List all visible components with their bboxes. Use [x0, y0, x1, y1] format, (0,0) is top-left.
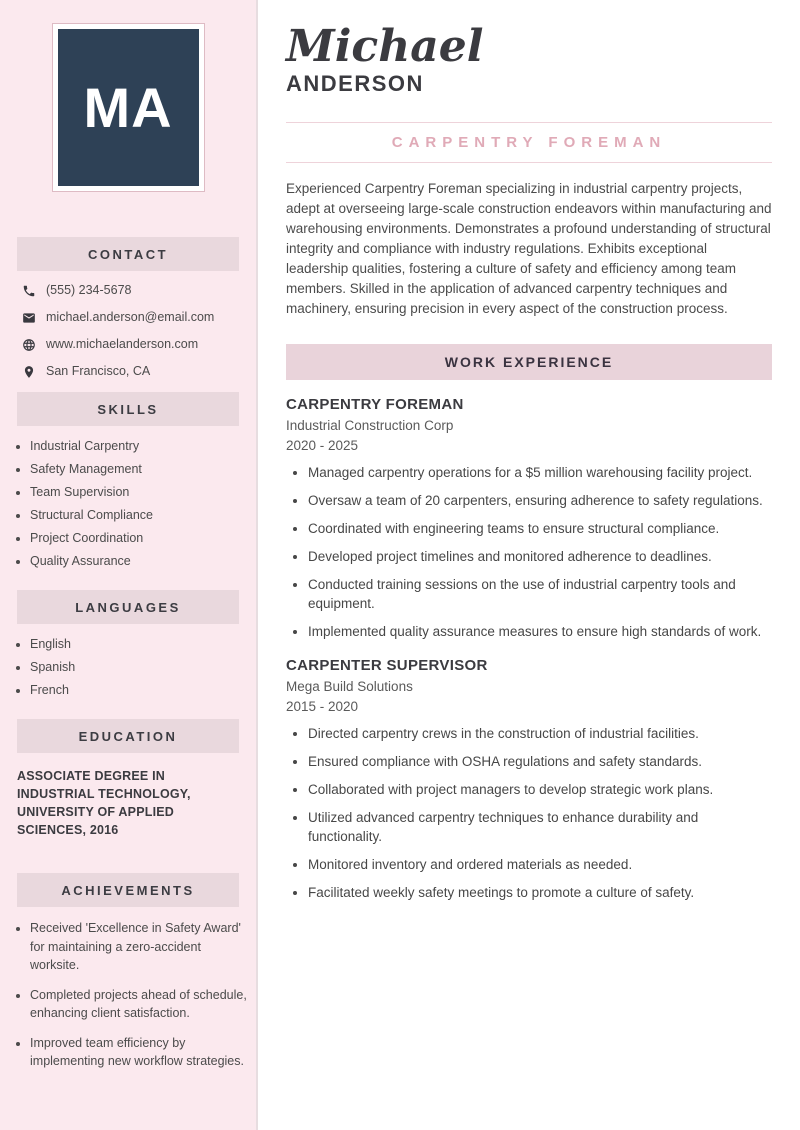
job-bullet: • Conducted training sessions on the use of industrial carpentry tools and equipment.: [308, 575, 772, 613]
contact-website-text: www.michaelanderson.com: [46, 337, 199, 351]
skill-item: • Structural Compliance: [30, 507, 248, 524]
job-entry-2: [286, 657, 772, 902]
first-name: Michael: [286, 21, 484, 72]
job-entry-1: [286, 396, 772, 641]
contact-email-text: michael.anderson@email.com: [46, 310, 215, 324]
job-company: Industrial Construction Corp: [286, 418, 454, 434]
summary-text: Experienced Carpentry Foreman specializing in industrial carpentry projects, adept at overseeing large-scale construction endeavors within manufacturing and warehousing environments. Demonstrates a profound understanding of structural integrity and compliance with industry regulations. Exhibits exceptional leadership qualities, fostering a culture of safety and efficiency among team members. Skilled in the application of advanced carpentry techniques and machinery, ensuring precision in every aspect of the construction process.: [286, 181, 772, 317]
main-content: [258, 0, 800, 951]
email-icon: [22, 311, 36, 325]
skills-section-title: SKILLS: [17, 392, 239, 426]
monogram-frame: [52, 23, 205, 192]
achievements-section-title: ACHIEVEMENTS: [17, 873, 239, 907]
job-bullet-list: [286, 724, 772, 902]
skill-item: • Industrial Carpentry: [30, 438, 248, 455]
role-title: CARPENTRY FOREMAN: [391, 134, 667, 152]
achievements-list: [0, 919, 256, 1071]
globe-icon: [22, 338, 36, 352]
phone-icon: [22, 284, 36, 298]
job-bullet: • Monitored inventory and ordered materials as needed.: [308, 855, 772, 874]
achievement-item: • Received 'Excellence in Safety Award' for maintaining a zero-accident worksite.: [30, 919, 248, 975]
achievement-item: • Completed projects ahead of schedule, enhancing client satisfaction.: [30, 986, 248, 1023]
job-bullet: • Facilitated weekly safety meetings to promote a culture of safety.: [308, 883, 772, 902]
skill-item: • Quality Assurance: [30, 553, 248, 570]
job-title: CARPENTER SUPERVISOR: [286, 657, 488, 675]
sidebar: [0, 0, 258, 1130]
job-company: Mega Build Solutions: [286, 679, 413, 695]
work-experience-section-title: WORK EXPERIENCE: [286, 344, 772, 380]
contact-phone-text: (555) 234-5678: [46, 283, 132, 297]
contact-item-email: [22, 310, 246, 325]
job-bullet: • Coordinated with engineering teams to ensure structural compliance.: [308, 519, 772, 538]
skill-item: • Project Coordination: [30, 530, 248, 547]
job-bullet: • Collaborated with project managers to develop strategic work plans.: [308, 780, 772, 799]
skill-item: • Team Supervision: [30, 484, 248, 501]
contact-list: [0, 283, 256, 379]
job-dates: 2020 - 2025: [286, 438, 359, 454]
job-bullet: • Utilized advanced carpentry techniques to enhance durability and functionality.: [308, 808, 772, 846]
job-title: CARPENTRY FOREMAN: [286, 396, 464, 414]
location-icon: [22, 365, 36, 379]
contact-item-location: [22, 364, 246, 379]
language-item: • Spanish: [30, 659, 248, 676]
job-bullet: • Ensured compliance with OSHA regulations and safety standards.: [308, 752, 772, 771]
contact-item-website: [22, 337, 246, 352]
languages-section-title: LANGUAGES: [17, 590, 239, 624]
job-bullet: • Developed project timelines and monitored adherence to deadlines.: [308, 547, 772, 566]
job-dates: 2015 - 2020: [286, 699, 359, 715]
education-degree: ASSOCIATE DEGREE IN INDUSTRIAL TECHNOLOGY, UNIVERSITY OF APPLIED SCIENCES, 2016: [17, 769, 191, 837]
job-bullet: • Implemented quality assurance measures to ensure high standards of work.: [308, 622, 772, 641]
job-bullet: • Directed carpentry crews in the construction of industrial facilities.: [308, 724, 772, 743]
language-item: • French: [30, 682, 248, 699]
achievement-item: • Improved team efficiency by implementing new workflow strategies.: [30, 1034, 248, 1071]
language-item: • English: [30, 636, 248, 653]
education-section-title: EDUCATION: [17, 719, 239, 753]
skill-item: • Safety Management: [30, 461, 248, 478]
job-bullet: • Managed carpentry operations for a $5 million warehousing facility project.: [308, 463, 772, 482]
monogram-initials: MA: [58, 29, 199, 186]
job-bullet-list: [286, 463, 772, 641]
languages-list: [0, 636, 256, 699]
contact-item-phone: [22, 283, 246, 298]
skills-list: [0, 438, 256, 570]
contact-location-text: San Francisco, CA: [46, 364, 151, 378]
last-name: ANDERSON: [286, 71, 424, 97]
role-title-band: [286, 122, 772, 163]
contact-section-title: CONTACT: [17, 237, 239, 271]
job-bullet: • Oversaw a team of 20 carpenters, ensuring adherence to safety regulations.: [308, 491, 772, 510]
